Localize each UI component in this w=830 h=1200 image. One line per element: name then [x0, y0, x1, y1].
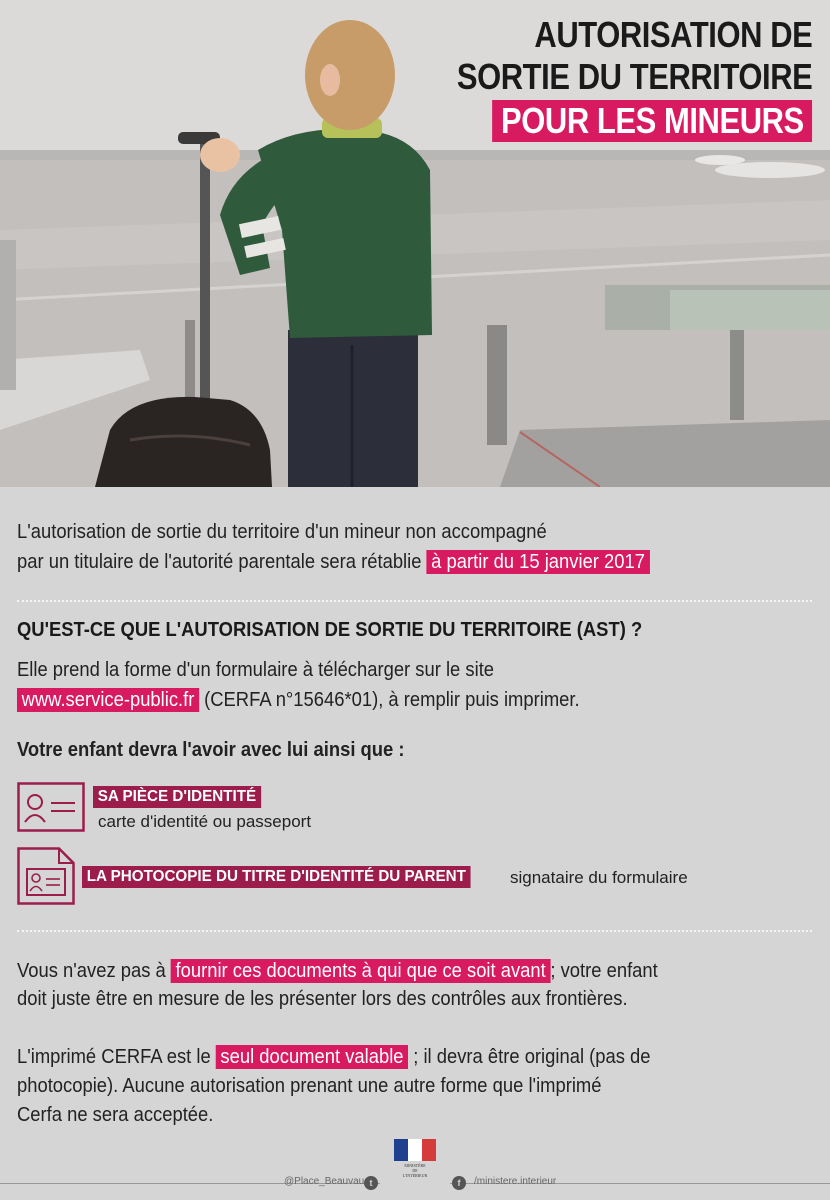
date-highlight: à partir du 15 janvier 2017 [427, 550, 650, 574]
item-parent-id-title: LA PHOTOCOPIE DU TITRE D'IDENTITÉ DU PARENT [82, 866, 471, 888]
twitter-icon[interactable]: t [364, 1176, 378, 1190]
twitter-handle[interactable]: @Place_Beauvau [284, 1176, 365, 1187]
form-description-line-1: Elle prend la forme d'un formulaire à télécharger sur le site [17, 659, 495, 681]
ministry-logo [394, 1139, 436, 1191]
id-card-icon [17, 782, 85, 832]
note-2-post: ; il devra être original (pas de [413, 1046, 651, 1068]
id-document-icon [17, 847, 75, 905]
note-2-pre: L'imprimé CERFA est le [17, 1046, 211, 1068]
facebook-handle[interactable]: /ministere.interieur [474, 1176, 557, 1187]
note-1-post: ; votre enfant [550, 960, 658, 982]
note-2-line-3: Cerfa ne sera acceptée. [17, 1104, 214, 1126]
ministry-logo-text: MINISTÈRE DE L'INTÉRIEUR [402, 1163, 428, 1178]
form-description-line-2 [17, 685, 580, 715]
item-parent-id-subtitle: signataire du formulaire [510, 868, 688, 887]
note-1-line-2: doit juste être en mesure de les présenter lors des contrôles aux frontières. [17, 988, 628, 1010]
title-line-1: AUTORISATION DE [534, 14, 812, 55]
note-2-line-1 [17, 1042, 651, 1072]
item-identity-title: SA PIÈCE D'IDENTITÉ [93, 786, 261, 808]
item-identity-subtitle: carte d'identité ou passeport [98, 812, 312, 831]
note-1-highlight: fournir ces documents à qui que ce soit avant [171, 959, 550, 983]
title-highlight: POUR LES MINEURS [492, 100, 812, 142]
intro-line-2-text: par un titulaire de l'autorité parentale sera rétablie [17, 551, 422, 573]
facebook-icon[interactable]: f [452, 1176, 466, 1190]
note-2-line-2: photocopie). Aucune autorisation prenant une autre forme que l'imprimé [17, 1075, 602, 1097]
dotted-separator [17, 600, 812, 602]
requirement-heading: Votre enfant devra l'avoir avec lui ainsi que : [17, 739, 405, 761]
dotted-separator [17, 930, 812, 932]
poster-title [399, 14, 812, 142]
content-panel [0, 487, 830, 1167]
hero-photo [0, 0, 830, 487]
ast-heading: QU'EST-CE QUE L'AUTORISATION DE SORTIE DU TERRITOIRE (AST) ? [17, 619, 643, 641]
cerfa-reference: (CERFA n°15646*01), à remplir puis imprimer. [204, 689, 580, 711]
note-1-line-1 [17, 956, 658, 986]
french-flag-icon [394, 1139, 436, 1161]
intro-line-1: L'autorisation de sortie du territoire d'un mineur non accompagné [17, 521, 547, 543]
title-line-2: SORTIE DU TERRITOIRE [456, 56, 812, 97]
note-2-highlight: seul document valable [216, 1045, 408, 1069]
intro-line-2 [17, 547, 650, 577]
service-public-link[interactable]: www.service-public.fr [17, 688, 199, 712]
note-1-pre: Vous n'avez pas à [17, 960, 166, 982]
